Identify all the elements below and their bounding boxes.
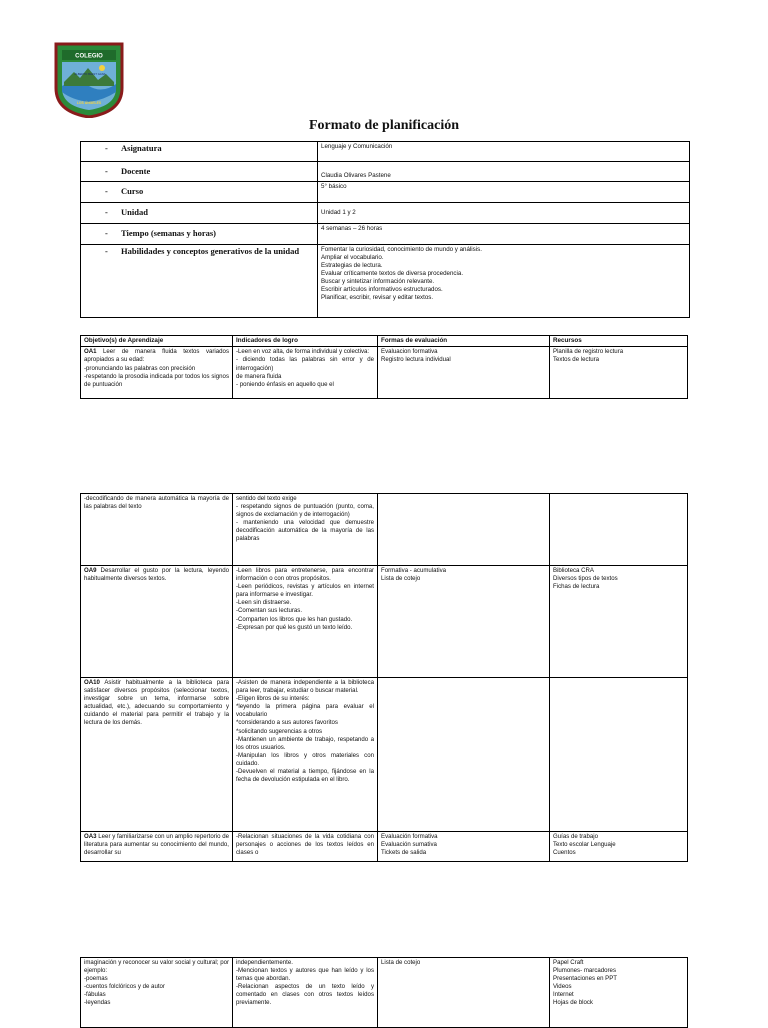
header-evaluacion: Formas de evaluación [378,336,550,347]
logo-bottom-text: LOS ÁNGELES [76,101,102,105]
logo-top-text: COLEGIO [75,53,103,60]
indicator-line: -Leen periódicos, revistas y artículos en internet para informarse e investigar. [236,583,376,599]
resources-cell [550,958,688,1028]
evaluation-line: Evaluación formativa [381,833,438,840]
oa-text: Leer y familiarizarse con un amplio repertorio de literatura para aumentar su conocimiento del mundo, desarrollar su [84,833,229,857]
indicator-line: de manera fluida [236,372,282,380]
indicator-line: -Relacionan aspectos de un texto leído y comentado en clases con otros textos leídos previamente. [236,983,376,1007]
objective-cell [81,958,233,1028]
resource-line: Cuentos [553,849,576,857]
resource-line: Papel Craft [553,959,584,966]
indicator-line: - diciendo todas las palabras sin error y de interrogación) [236,356,376,372]
resource-line: Diversos tipos de textos [553,575,618,583]
oa-line: -poemas [84,975,108,983]
skill-line: Estrategias de lectura. [321,262,383,270]
oa-text: Asistir habitualmente a la biblioteca para satisfacer diversos propósitos (seleccionar textos, investigar sobre un tema, informarse sobre actualidad, etc.), adecuando su comportamiento y cuidando el material para permitir el trabajo y la lectura de los demás. [84,679,229,727]
plan-table-page-1 [80,335,688,399]
indicators-cell [233,832,378,862]
oa-line: -leyendas [84,999,111,1007]
header-indicadores: Indicadores de logro [233,336,378,347]
objective-cell [81,678,233,832]
evaluation-line: Evaluacion formativa [381,348,438,356]
logo-middle-text: ALBERTO BLEST GANA [74,72,106,76]
info-label-asignatura: - Asignatura [81,142,318,162]
evaluation-line: Lista de cotejo [381,959,421,966]
evaluation-line: Tickets de salida [381,849,427,857]
info-label-unidad: - Unidad [81,203,318,224]
oa-line: -cuentos folclóricos y de autor [84,983,165,991]
evaluation-cell [378,494,550,566]
skill-line: Fomentar la curiosidad, conocimiento de mundo y análisis. [321,246,482,253]
resource-line: Fichas de lectura [553,583,600,591]
resources-cell [550,566,688,678]
oa-line: -decodificando de manera automática la mayoría de las palabras del texto [84,495,231,511]
objective-cell [81,832,233,862]
objective-cell [81,494,233,566]
oa-text: Desarrollar el gusto por la lectura, leyendo habitualmente diversos textos. [84,567,229,583]
evaluation-cell [378,566,550,678]
evaluation-line: Registro lectura individual [381,356,451,364]
indicator-line: -Leen sin distraerse. [236,599,292,607]
info-value-asignatura: Lenguaje y Comunicación [318,142,690,162]
indicator-line: -Expresan por qué les gustó un texto leído. [236,623,353,631]
resource-line: Videos [553,983,572,991]
indicator-line: - poniendo énfasis en aquello que el [236,380,334,388]
resource-line: Plumones- marcadores [553,967,616,975]
info-value-unidad: Unidad 1 y 2 [318,203,690,224]
indicator-line: -Asisten de manera independiente a la biblioteca para leer, trabajar, estudiar o buscar material. [236,679,376,695]
skill-line: Escribir artículos informativos estructurados. [321,286,443,294]
resource-line: Textos de lectura [553,356,600,364]
indicator-line: *solicitando sugerencias a otros [236,727,323,735]
resource-line: Presentaciones en PPT [553,975,618,983]
indicators-cell [233,347,378,399]
info-label-habilidades: - Habilidades y conceptos generativos de la unidad [81,245,318,318]
indicator-line: -Leen libros para entretenerse, para encontrar información o con otros propósitos. [236,567,376,583]
oa-code: OA9 [84,567,97,574]
oa-code: OA3 [84,833,97,840]
resource-line: Internet [553,991,574,999]
header-recursos: Recursos [550,336,688,347]
indicator-line: sentido del texto exige [236,495,297,502]
resource-line: Planilla de registro lectura [553,348,624,356]
info-table [80,141,690,318]
oa-text: Leer de manera fluida textos variados apropiados a su edad: [84,348,229,364]
evaluation-line: Lista de cotejo [381,575,421,583]
indicator-line: -Mantienen un ambiente de trabajo, respetando a los otros usuarios. [236,735,376,751]
info-label-docente: - Docente [81,162,318,182]
skill-line: Evaluar críticamente textos de diversa procedencia. [321,270,464,278]
oa-line: -fábulas [84,991,106,999]
plan-table-page-3 [80,957,688,1028]
resource-line: Guías de trabajo [553,833,599,840]
evaluation-cell [378,832,550,862]
indicator-line: *considerando a sus autores favoritos [236,719,338,727]
oa-line: -respetando la prosodia indicada por todos los signos de puntuación [84,372,231,388]
header-objetivos: Objetivo(s) de Aprendizaje [81,336,233,347]
objective-cell [81,566,233,678]
oa-code: OA10 [84,679,100,686]
oa-line: imaginación y reconocer su valor social y cultural; por ejemplo: [84,959,231,975]
skill-line: Ampliar el vocabulario. [321,254,384,262]
plan-table-page-2 [80,493,688,862]
info-value-tiempo: 4 semanas – 26 horas [318,224,690,245]
skill-line: Buscar y sintetizar información relevante. [321,278,435,286]
indicator-line: *leyendo la primera página para evaluar el vocabulario [236,703,376,719]
indicator-line: -Leen en voz alta, de forma individual y colectiva: [236,348,370,356]
indicator-line: -Comparten los libros que les han gustado. [236,615,353,623]
indicators-cell [233,678,378,832]
evaluation-line: Evaluación sumativa [381,841,437,849]
objective-cell [81,347,233,399]
resource-line: Hojas de block [553,999,593,1007]
resource-line: Texto escolar Lenguaje [553,841,616,849]
evaluation-cell [378,958,550,1028]
evaluation-line: Formativa - acumulativa [381,567,447,574]
indicator-line: -Eligen libros de su interés: [236,695,310,703]
resource-line: Biblioteca CRA [553,567,594,574]
info-label-curso: - Curso [81,182,318,203]
info-value-docente: Claudia Olivares Pastene [318,162,690,182]
page-title: Formato de planificación [308,118,460,133]
indicator-line: -Devuelven el material a tiempo, fijándose en la fecha de devolución estipulada en el libro. [236,768,376,784]
oa-line: -pronunciando las palabras con precisión [84,364,196,372]
resources-cell [550,347,688,399]
info-value-habilidades [318,245,690,318]
resources-cell [550,494,688,566]
indicator-line: -Mencionan textos y autores que han leído y los temas que abordan. [236,967,376,983]
indicators-cell [233,566,378,678]
indicator-line: -Manipulan los libros y otros materiales con cuidado. [236,751,376,767]
indicator-line: independientemente. [236,959,293,966]
indicator-line: -Relacionan situaciones de la vida cotidiana con personajes o acciones de los textos leídos en clases o [236,833,376,857]
evaluation-cell [378,347,550,399]
indicator-line: -Comentan sus lecturas. [236,607,303,615]
info-label-tiempo: - Tiempo (semanas y horas) [81,224,318,245]
indicators-cell [233,494,378,566]
oa-code: OA1 [84,348,97,356]
skill-line: Planificar, escribir, revisar y editar textos. [321,294,434,302]
resources-cell [550,678,688,832]
school-logo [54,42,124,118]
evaluation-cell [378,678,550,832]
indicator-line: - respetando signos de puntuación (punto, coma, signos de exclamación y de interrogación) [236,503,376,519]
indicators-cell [233,958,378,1028]
info-value-curso: 5° básico [318,182,690,203]
indicator-line: - manteniendo una velocidad que demuestre decodificación automática de la mayoría de las palabras [236,519,376,543]
resources-cell [550,832,688,862]
